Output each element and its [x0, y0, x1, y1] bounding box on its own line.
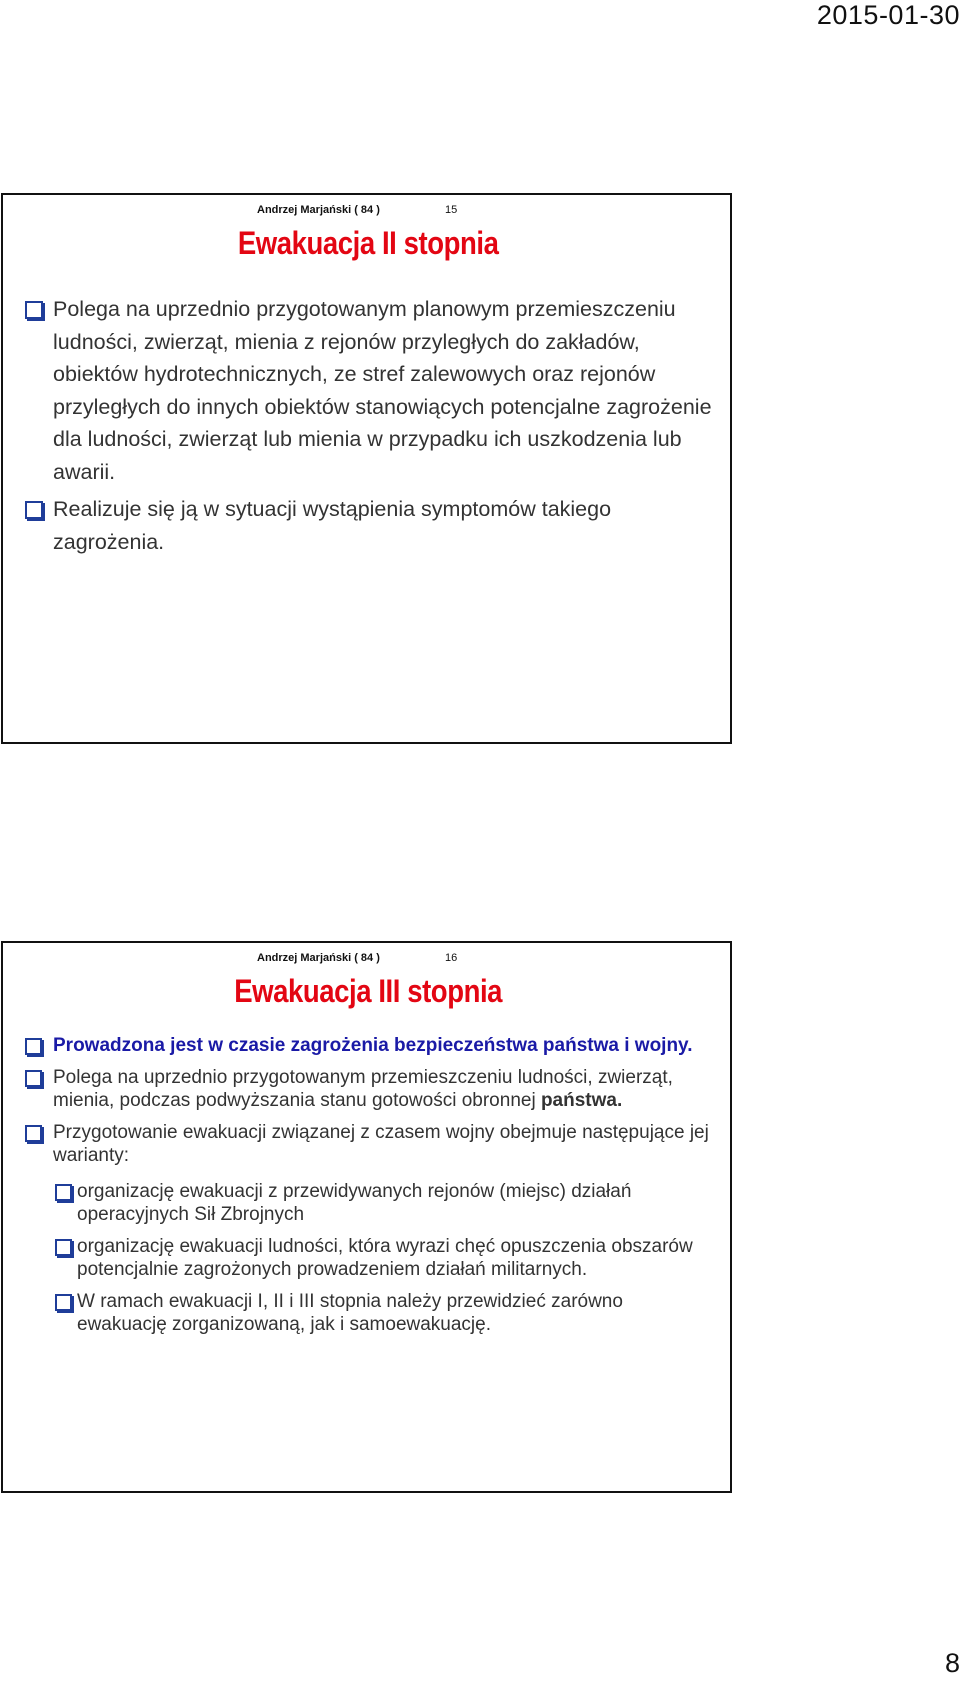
list-item: [25, 1034, 716, 1058]
slide-header: [257, 204, 458, 216]
slide-number: 15: [445, 204, 458, 216]
slide-author: Andrzej Marjański ( 84 ): [257, 952, 380, 964]
sub-list-item: [55, 1290, 716, 1337]
sub-bullet-text: W ramach ewakuacji I, II i III stopnia należy przewidzieć zarówno ewakuację zorganizowaną, jak i samoewakuację.: [77, 1290, 623, 1335]
bullet-text: Przygotowanie ewakuacji związanej z czasem wojny obejmuje następujące jej warianty:: [53, 1121, 709, 1166]
hollow-square-bullet-icon: [25, 501, 43, 519]
bullet-list: [25, 1034, 716, 1345]
slide-title: Ewakuacja II stopnia: [237, 225, 499, 261]
hollow-square-bullet-icon: [25, 1070, 42, 1087]
hollow-square-bullet-icon: [25, 1038, 42, 1055]
page-date: 2015-01-30: [816, 0, 960, 30]
slide-number: 16: [445, 952, 458, 964]
sub-bullet-text: organizację ewakuacji ludności, która wyrazi chęć opuszczenia obszarów potencjalnie zagrożonych prowadzeniem działań militarnych.: [77, 1235, 693, 1280]
bullet-text: Realizuje się ją w sytuacji wystąpienia symptomów takiego zagrożenia.: [53, 497, 612, 554]
hollow-square-bullet-icon: [55, 1294, 72, 1311]
hollow-square-bullet-icon: [55, 1184, 72, 1201]
bullet-text: Prowadzona jest w czasie zagrożenia bezpieczeństwa państwa i wojny.: [53, 1035, 693, 1056]
list-item: [25, 1121, 716, 1337]
sub-list-item: [55, 1235, 716, 1282]
slide-15: [1, 193, 732, 744]
hollow-square-bullet-icon: [55, 1239, 72, 1256]
sub-bullet-list: [55, 1180, 716, 1337]
hollow-square-bullet-icon: [25, 1125, 42, 1142]
slide-16: [1, 941, 732, 1493]
bullet-text-bold: państwa.: [540, 1090, 623, 1111]
slide-author: Andrzej Marjański ( 84 ): [257, 204, 380, 216]
bullet-text: Polega na uprzednio przygotowanym przemieszczeniu ludności, zwierząt, mienia, podczas podwyższania stanu gotowości obronnej: [53, 1066, 673, 1111]
list-item: [25, 293, 716, 488]
hollow-square-bullet-icon: [25, 301, 43, 319]
bullet-list: [25, 293, 716, 563]
slide-header: [257, 952, 458, 964]
sub-bullet-text: organizację ewakuacji z przewidywanych rejonów (miejsc) działań operacyjnych Sił Zbrojnych: [77, 1180, 632, 1225]
list-item: [25, 493, 716, 558]
slide-title: Ewakuacja III stopnia: [234, 973, 503, 1009]
sub-list-item: [55, 1180, 716, 1227]
bullet-text: Polega na uprzednio przygotowanym planowym przemieszczeniu ludności, zwierząt, mienia z rejonów przyległych do zakładów, obiektów hydrotechnicznych, ze stref zalewowych oraz rejonów przyległych do innych obiektów stanowiących potencjalne zagrożenie dla ludności, zwierząt lub mienia w przypadku ich uszkodzenia lub awarii.: [53, 297, 712, 484]
list-item: [25, 1066, 716, 1113]
page-number: 8: [944, 1648, 960, 1678]
